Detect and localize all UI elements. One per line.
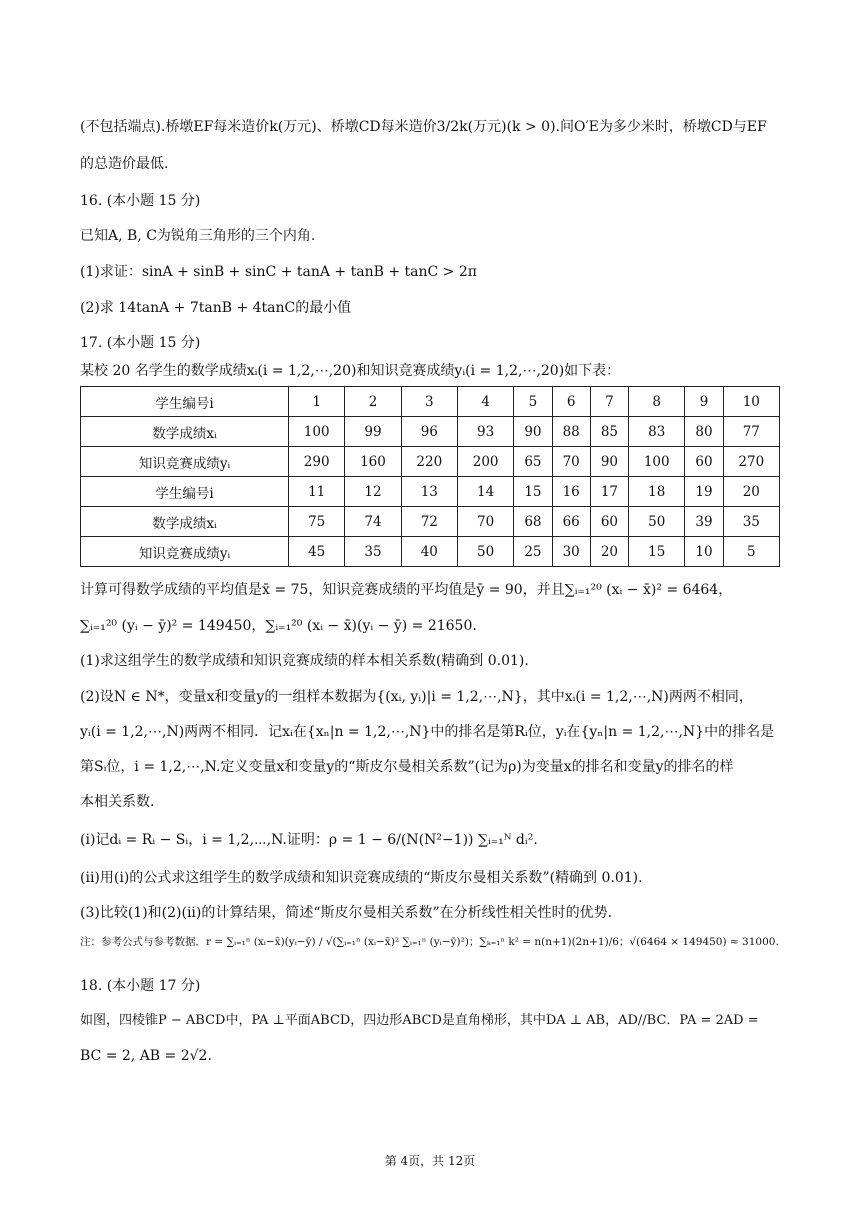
table-cell: 20 (723, 477, 779, 507)
table-cell: 6 (552, 387, 590, 417)
problem-17-part-2-line-3: 第Sᵢ位，i = 1,2,⋯,N.定义变量x和变量y的“斯皮尔曼相关系数”(记为ρ)为变量x的排名和变量y的排名的样 (80, 759, 734, 775)
table-cell: 18 (629, 477, 685, 507)
problem-17-heading: 17. (本小题 15 分) (80, 335, 201, 351)
table-cell: 68 (514, 507, 552, 537)
table-cell: 160 (345, 447, 401, 477)
reference-formulas: 注：参考公式与参考数据．r = ∑ᵢ₌₁ⁿ (xᵢ−x̄)(yᵢ−ȳ) / √(∑ᵢ₌₁ⁿ (xᵢ−x̄)² ∑ᵢ₌₁ⁿ (yᵢ−ȳ)²)；∑ₖ₌₁ⁿ k² = n(n+1)(2n+1)/6；√(6464 × 149450) ≈ 31000. (80, 936, 779, 948)
statistics-line-1: 计算可得数学成绩的平均值是x̄ = 75，知识竞赛成绩的平均值是ȳ = 90，并且∑ᵢ₌₁²⁰ (xᵢ − x̄)² = 6464， (80, 582, 733, 598)
row-header-cell: 学生编号i (81, 477, 289, 507)
problem-15-text-line-2: 的总造价最低. (80, 156, 169, 172)
table-cell: 25 (514, 537, 552, 567)
problem-17-part-2-i: (i)记dᵢ = Rᵢ − Sᵢ，i = 1,2,⋯,N.证明：ρ = 1 − 6/(N(N²−1)) ∑ᵢ₌₁ᴺ dᵢ². (80, 832, 538, 848)
table-cell: 8 (629, 387, 685, 417)
table-row (81, 537, 780, 567)
table-cell: 7 (590, 387, 628, 417)
table-cell: 12 (345, 477, 401, 507)
table-row (81, 417, 780, 447)
table-cell: 10 (723, 387, 779, 417)
table-cell: 99 (345, 417, 401, 447)
table-row (81, 447, 780, 477)
statistics-line-2: ∑ᵢ₌₁²⁰ (yᵢ − ȳ)² = 149450，∑ᵢ₌₁²⁰ (xᵢ − x̄)(yᵢ − ȳ) = 21650. (80, 618, 477, 634)
scores-table (80, 386, 780, 567)
table-cell: 2 (345, 387, 401, 417)
problem-17-part-1: (1)求这组学生的数学成绩和知识竞赛成绩的样本相关系数(精确到 0.01). (80, 653, 529, 669)
table-cell: 65 (514, 447, 552, 477)
table-cell: 20 (590, 537, 628, 567)
table-cell: 50 (629, 507, 685, 537)
table-cell: 13 (401, 477, 457, 507)
table-cell: 4 (457, 387, 513, 417)
table-cell: 15 (629, 537, 685, 567)
table-cell: 66 (552, 507, 590, 537)
row-header-cell: 知识竞赛成绩yᵢ (81, 537, 289, 567)
table-cell: 85 (590, 417, 628, 447)
table-cell: 77 (723, 417, 779, 447)
table-cell: 200 (457, 447, 513, 477)
problem-16-heading: 16. (本小题 15 分) (80, 193, 201, 209)
problem-17-part-2-line-4: 本相关系数. (80, 794, 155, 810)
table-cell: 10 (685, 537, 723, 567)
table-row (81, 477, 780, 507)
problem-18-heading: 18. (本小题 17 分) (80, 978, 201, 994)
table-cell: 100 (629, 447, 685, 477)
table-cell: 39 (685, 507, 723, 537)
table-cell: 3 (401, 387, 457, 417)
table-cell: 16 (552, 477, 590, 507)
problem-17-stem: 某校 20 名学生的数学成绩xᵢ(i = 1,2,⋯,20)和知识竞赛成绩yᵢ(i = 1,2,⋯,20)如下表： (80, 363, 621, 379)
table-cell: 14 (457, 477, 513, 507)
table-cell: 5 (723, 537, 779, 567)
table-cell: 1 (289, 387, 345, 417)
table-cell: 96 (401, 417, 457, 447)
table-cell: 11 (289, 477, 345, 507)
table-cell: 9 (685, 387, 723, 417)
table-cell: 60 (685, 447, 723, 477)
table-cell: 40 (401, 537, 457, 567)
table-cell: 88 (552, 417, 590, 447)
row-header-cell: 数学成绩xᵢ (81, 507, 289, 537)
table-cell: 35 (345, 537, 401, 567)
problem-18-stem-line-2: BC = 2, AB = 2√2. (80, 1048, 212, 1064)
table-cell: 80 (685, 417, 723, 447)
table-cell: 70 (552, 447, 590, 477)
table-cell: 290 (289, 447, 345, 477)
page-footer: 第 4页，共 12页 (384, 1154, 476, 1168)
table-cell: 75 (289, 507, 345, 537)
table-cell: 60 (590, 507, 628, 537)
problem-16-part-1: (1)求证：sinA + sinB + sinC + tanA + tanB + tanC > 2π (80, 264, 477, 280)
row-header-cell: 知识竞赛成绩yᵢ (81, 447, 289, 477)
table-cell: 30 (552, 537, 590, 567)
table-cell: 5 (514, 387, 552, 417)
problem-16-part-2: (2)求 14tanA + 7tanB + 4tanC的最小值 (80, 300, 352, 316)
table-cell: 83 (629, 417, 685, 447)
table-cell: 45 (289, 537, 345, 567)
table-cell: 90 (514, 417, 552, 447)
table-row (81, 387, 780, 417)
table-cell: 100 (289, 417, 345, 447)
table-cell: 19 (685, 477, 723, 507)
problem-17-part-2-ii: (ii)用(i)的公式求这组学生的数学成绩和知识竞赛成绩的“斯皮尔曼相关系数”(精确到 0.01). (80, 870, 643, 886)
problem-16-stem: 已知A, B, C为锐角三角形的三个内角. (80, 228, 316, 244)
problem-17-part-2-line-2: yᵢ(i = 1,2,⋯,N)两两不相同．记xᵢ在{xₙ|n = 1,2,⋯,N}中的排名是第Rᵢ位，yᵢ在{yₙ|n = 1,2,⋯,N}中的排名是 (80, 724, 775, 740)
problem-17-part-3: (3)比较(1)和(2)(ii)的计算结果，简述“斯皮尔曼相关系数”在分析线性相关性时的优势. (80, 905, 613, 921)
problem-18-stem-line-1: 如图，四棱锥P − ABCD中，PA ⊥平面ABCD，四边形ABCD是直角梯形，其中DA ⊥ AB，AD//BC．PA = 2AD = (80, 1013, 759, 1028)
row-header-cell: 学生编号i (81, 387, 289, 417)
table-cell: 35 (723, 507, 779, 537)
table-cell: 90 (590, 447, 628, 477)
table-cell: 50 (457, 537, 513, 567)
table-cell: 70 (457, 507, 513, 537)
problem-15-text-line-1: (不包括端点).桥墩EF每米造价k(万元)、桥墩CD每米造价3/2k(万元)(k > 0).问O′E为多少米时，桥墩CD与EF (80, 119, 767, 135)
row-header-cell: 数学成绩xᵢ (81, 417, 289, 447)
table-cell: 15 (514, 477, 552, 507)
table-cell: 74 (345, 507, 401, 537)
table-cell: 72 (401, 507, 457, 537)
problem-17-part-2-line-1: (2)设N ∈ N*，变量x和变量y的一组样本数据为{(xᵢ, yᵢ)|i = 1,2,⋯,N}，其中xᵢ(i = 1,2,⋯,N)两两不相同， (80, 689, 753, 705)
table-cell: 270 (723, 447, 779, 477)
table-row (81, 507, 780, 537)
table-cell: 93 (457, 417, 513, 447)
table-cell: 220 (401, 447, 457, 477)
table-cell: 17 (590, 477, 628, 507)
